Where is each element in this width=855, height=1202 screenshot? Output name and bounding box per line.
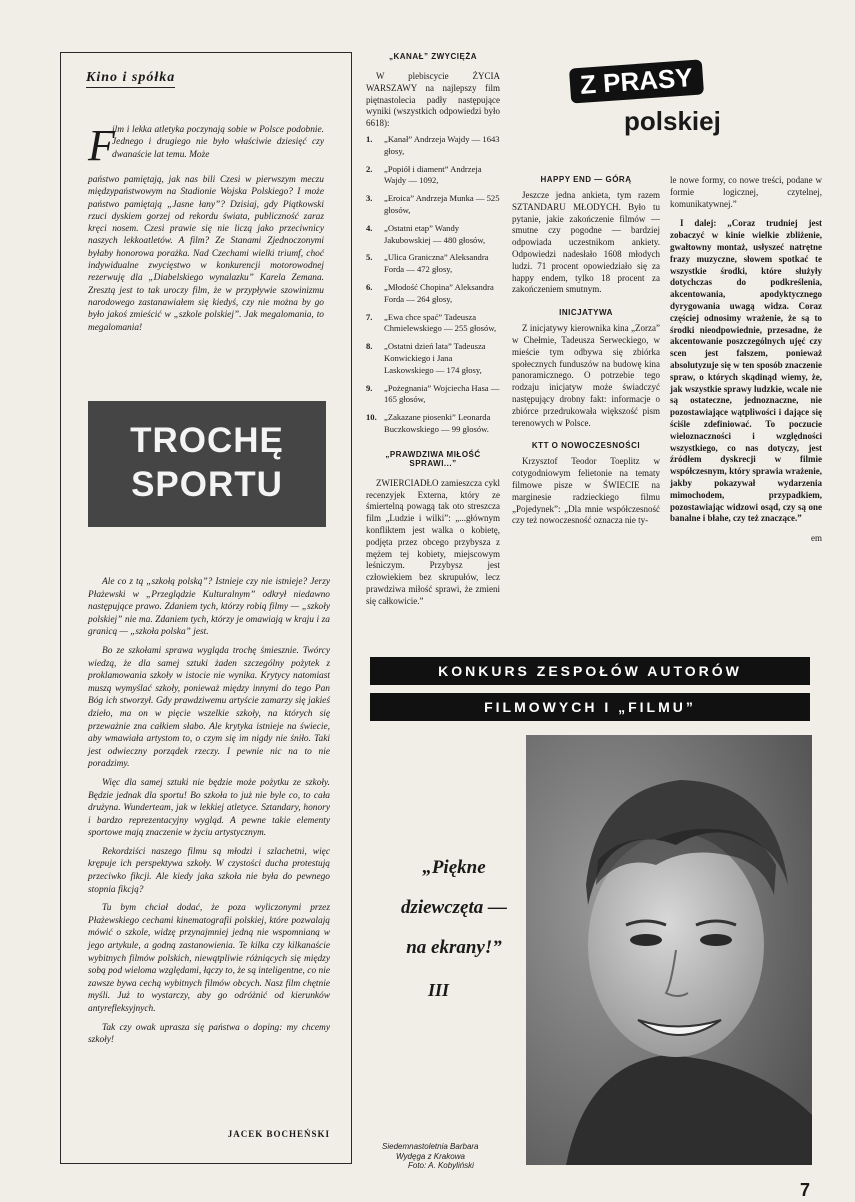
inicjatywa-text: Z inicjatywy kierownika kina „Zorza” w Chełmie, Tadeusza Serweckiego, w mieście tym odbywa się zbiórka społecznych funduszów na budowę kina panoramicznego. O potrzebie tego rodzaju inicjatyw może świadczyć następujący drobny fakt: informacje o zbiórce przedrukowała większość pism terenowych w Polsce. [512,323,660,428]
kino-paragraph: Ale co z tą „szkołą polską”? Istnieje czy nie istnieje? Jerzy Płażewski w „Przeglądzie Kulturalnym” odkrył niedawno następujące prawo. Zdaniem tych, którzy robią filmy — „szkoły polskiej” nie ma. Zdaniem tych, którzy je omawiają w kraju i za granicą — „szkoła polska” jest. [88,577,330,638]
result-item: 7. „Ewa chce spać” Tadeusza Chmielewskiego — 255 głosów, [366,311,497,334]
portrait-illustration [526,735,812,1165]
result-item: 2. „Popiół i diament” Andrzeja Wajdy — 1092, [366,163,482,186]
kino-dropcap: F [88,121,115,170]
caption-line: Wydęga z Krakowa [396,1151,465,1161]
ktt-heading: KTT O NOWOCZESNOŚCI [531,441,641,451]
zprasy-column-left [512,175,660,535]
page-number: 7 [800,1180,811,1200]
kino-paragraph: Tak czy owak uprasza się państwa o doping: my chcemy szkoły! [88,1022,330,1046]
caption-credit: Foto: A. Kobyliński [408,1161,474,1170]
logo-polskiej: polskiej [624,106,721,136]
contest-slogan [384,848,524,968]
result-item: 6. „Młodość Chopina” Aleksandra Forda — 264 głosy, [366,281,494,304]
kanal-column [366,52,500,607]
konkurs-banner-line-1: KONKURS ZESPOŁÓW AUTORÓW [370,657,810,685]
ktt-text: Krzysztof Teodor Toeplitz w cotygodniowym felietonie na tematy filmowe pisze w ŚWIECIE na marginesie radzieckiego filmu „Pojedynek”: „Dla mnie współczesność czy też nowoczesność oznacza nie ty- [512,456,660,526]
kino-article-body [88,576,330,1053]
kino-paragraph: Tu bym chciał dodać, że poza wyliczonymi przez Płażewskiego cechami kinematografii polskiej, które pozwalają mówić o szkole, widzę przynajmniej jedną nie wspomnianą w jego artykule, a godną zastanowienia. Te kilka czy kilkanaście wybitnych filmów polskich, niewątpliwie różniących się między sobą pod wieloma względami, łączy to, że są inteligentne, co nie zawsze bywa cechą wybitnych filmów obcych. Nasz film chętnie myśli. Już to wystarczy, aby go odróżnić od kierunków antyrefleksyjnych. [88,903,330,1014]
slogan-line: na ekrany!” [406,937,502,958]
trochę-sportu-banner [88,401,326,527]
kanal-heading: „KANAŁ” ZWYCIĘŻA [389,52,477,61]
inicjatywa-heading: INICJATYWA [559,308,613,318]
banner-line-2: SPORTU [131,465,283,504]
plebiscite-results-list [366,134,500,436]
kino-paragraph: Bo ze szkołami sprawa wygląda trochę śmiesznie. Twórcy wiedzą, że dla samej sztuki żaden szczególny pożytek z proklamowania szkoły w istocie nie wynika. Krytycy natomiast muszą wymyślać szkoły, ponieważ między innymi do tego Pan Bóg ich stworzył. Gdy prawdziwemu artyście zamarzy się jakieś dzieło, ma on w pięcie wszelkie szkoły, na których się przeważnie zna całkiem słabo. Ale krytyka istnieje na świecie, aby wmawiała artystom to, o czym się im nigdy nie śniło. Taki jest odwieczny porządek rzeczy. I pewnie nic na to nie poradzimy. [88,645,330,770]
slogan-line: „Piękne [422,857,486,878]
kino-article-title: Kino i spółka [86,70,175,88]
kino-paragraph: Rekordziści naszego filmu są młodzi i szlachetni, więc krępuje ich perspektywa szkoły. W czystości ducha protestują przeciwko fikcji. Ale kiedy jaka szkoła nie była do pewnego stopnia fikcją? [88,846,330,895]
kanal-intro: W plebiscycie ŻYCIA WARSZAWY na najlepszy film piętnastolecia padły następujące wyniki (wszystkich odpowiedzi było 6618): [366,71,500,129]
result-item: 9. „Pożegnania” Wojciecha Hasa — 165 głosów, [366,382,500,405]
result-item: 10. „Zakazane piosenki” Leonarda Buczkowskiego — 99 głosów. [366,412,491,434]
konkurs-banner-line-2: FILMOWYCH I „FILMU” [370,693,810,721]
happy-end-heading: HAPPY END — GÓRĄ [540,175,632,184]
logo-z-prasy: Z PRASY [569,59,704,103]
caption-line: Siedemnastoletnia Barbara [382,1142,479,1151]
milosc-text: ZWIERCIADŁO zamieszcza cykl recenzyjek Externa, który ze śmiertelną powagą tak oto streszcza film „Ludzie i wilki”: „...głównym konfliktem jest walka o kobietę, podjęta przez obcego przybysza z mężem tej kobiety, miejscowym leśniczym. Przybysz jest człowiekiem bez skrupułów, lecz prawdziwa miłość sprawi, że zmieni się całkowicie.” [366,477,500,606]
result-item: 1. „Kanał” Andrzeja Wajdy — 1643 głosy, [366,133,500,156]
kino-paragraph-intro: państwo pamiętają, jak nas bili Czesi w pierwszym meczu międzypaństwowym na Stadionie Wojska Polskiego? I może państwo pamiętają „Jasne łany”? Dzisiaj, gdy Piątkowski rzuci dyskiem gorzej od rekordu świata, publiczność zaraz kręci nosem. Czesi prawie się nie liczą jako przeciwnicy naszych lekkoatletów. A film? Ze Stanami Zjednoczonymi byłaby honorowa porażka. Nad Czechami wielki triumf, choć indywidualne zwycięstwo w konkurencji motorowodnej rezerwuję dla „Diabelskiego wynalazku” Karela Zemana. Zresztą jest to tak uroczy film, że w przypływie szowinizmu narodowego zastanawiałem się kiedyś, czy nie można by go było jakoś zmieścić w „szkole polskiej”. Jak megalomania, to megalomania! [88,175,324,333]
kino-signature: JACEK BOCHEŃSKI [227,1129,330,1139]
kino-paragraph: Więc dla samej sztuki nie będzie może pożytku ze szkoły. Będzie jednak dla sportu! Bo szkoła to już nie byle co, to cała drużyna. Wunderteam, jak w lekkiej atletyce. Sztandary, honory i bardzo reprezentacyjny wygląd. A pewne takie elementy sportowe mają znaczenie w życiu artystycznym. [88,777,330,839]
portrait-photo [526,735,812,1165]
z-prasy-polskiej-logo [562,62,772,146]
result-item: 4. „Ostatni etap” Wandy Jakubowskiej — 480 głosów, [366,222,486,245]
zprasy-column-right [670,175,822,553]
slogan-line: dziewczęta — [400,897,508,918]
kino-paragraph-intro-start: ilm i lekka atletyka poczynają sobie w Polsce podobnie. Jednego i drugiego nie było właściwie dziesięć czy dwanaście lat temu. Może [112,125,324,160]
banner-line-1: TROCHĘ [130,421,284,460]
photo-caption [382,1142,522,1171]
result-item: 5. „Ulica Graniczna” Aleksandra Forda — 472 głosy, [366,252,489,275]
ktt-quote: I dalej: „Coraz trudniej jest zobaczyć w kinie wielkie zbliżenie, gwałtowny montaż, usłyszeć natrętne frazy muzyczne, słowem spotkać te wszystkie środki, które służyły dotychczas do podkreślenia, akcentowania, apodyktycznego dyrygowania uwagą widza. Coraz częściej odnosimy wrażenie, że są to środki nieodpowiednie, przesadne, że akcentowanie poszczególnych ujęć czy scen jest fałszem, ponieważ absolutyzuje się w ten sposób znaczenie spraw, o których skądinąd wiemy, że, jak wszystkie sprawy ludzkie, wcale nie są ostateczne, jednoznaczne, nie pozostawiające wątpliwości i dające się ściśle zdefiniować. To poczucie wieloznaczności i względności wszystkiego, co nas dotyczy, jest źródłem dyskrecji w filmie współczesnym, który sprawia wrażenie, jakby pokazywał wydarzenia mimochodem, przypadkiem, pozostawiając widzowi osąd, czy są one banalne i błahe, czy też znaczące.” [670,218,822,524]
happy-end-text: Jeszcze jedna ankieta, tym razem SZTANDARU MŁODYCH. Było tu pytanie, jakie zakończenie filmów — smutne czy pogodne — bardziej odpowiada uczestnikom ankiety. Odpowiedzi nadesłało 1608 młodych ludzi. 71 procent opowiedziało się za happy endem, tylko 18 procent za zakończeniem smutnym. [512,190,660,295]
ktt-continued: le nowe formy, co nowe treści, podane w formie logicznej, czytelnej, komunikatywnej.” [670,175,822,209]
result-item: 3. „Eroica” Andrzeja Munka — 525 głosów, [366,193,500,215]
result-item: 8. „Ostatni dzień lata” Tadeusza Konwickiego i Jana Laskowskiego — 174 głosy, [366,341,486,375]
milosc-heading: „PRAWDZIWA MIŁOŚĆ SPRAWI...” [385,449,481,468]
author-initials: em [811,533,822,544]
contest-number-marks: III [428,980,450,1000]
